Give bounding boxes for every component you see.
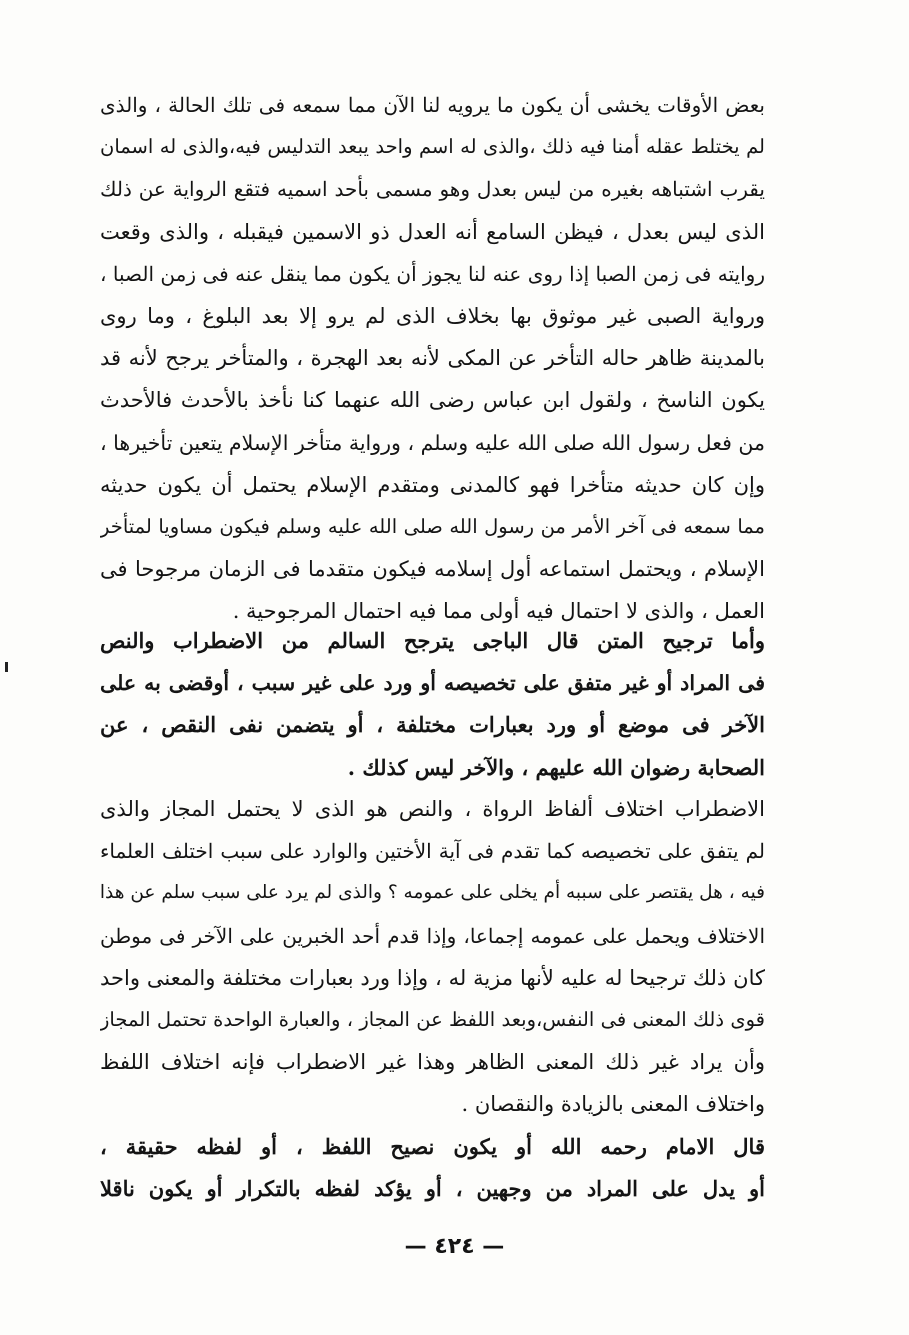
text-line: من فعل رسول الله صلى الله عليه وسلم ، ورواية متأخر الإسلام يتعين تأخيرها ، [100,430,765,455]
text-line: الاضطراب اختلاف ألفاظ الرواة ، والنص هو الذى لا يحتمل المجاز والذى [100,797,765,821]
paragraph-commentary [100,788,765,1126]
text-line: قال الامام رحمه الله أو يكون نصيح اللفظ ، أو لفظه حقيقة ، [100,1134,765,1159]
text-line: الآخر فى موضع أو ورد بعبارات مختلفة ، أو يتضمن نفى النقص ، عن [100,712,765,738]
text-line: الذى ليس بعدل ، فيظن السامع أنه العدل ذو الاسمين فيقبله ، والذى وقعت [100,219,765,244]
margin-mark [5,662,8,672]
text-line: قوى ذلك المعنى فى النفس،وبعد اللفظ عن المجاز ، والعبارة الواحدة تحتمل المجاز [100,1007,765,1031]
text-line: فى المراد أو غير متفق على تخصيصه أو ورد على غير سبب ، أوقضى به على [100,671,765,696]
paragraph-matn-preference [100,620,765,789]
text-line: وأن يراد غير ذلك المعنى الظاهر وهذا غير الاضطراب فإنه اختلاف اللفظ [100,1050,765,1075]
text-line: لم يختلط عقله أمنا فيه ذلك ،والذى له اسم واحد يبعد التدليس فيه،والذى له اسمان [100,135,765,159]
text-line: فيه ، هل يقتصر على سببه أم يخلى على عمومه ؟ والذى لم يرد على سبب سلم عن هذا [100,882,765,904]
paragraph-narrator-preferences [100,84,765,632]
text-line: ورواية الصبى غير موثوق بها بخلاف الذى لم يرو إلا بعد البلوغ ، وما روى [100,303,765,328]
text-line: أو يدل على المراد من وجهين ، أو يؤكد لفظه بالتكرار أو يكون ناقلا [100,1176,765,1202]
text-line: بعض الأوقات يخشى أن يكون ما يرويه لنا الآن مما سمعه فى تلك الحالة ، والذى [100,93,765,117]
text-line: كان ذلك ترجيحا له عليه لأنها مزية له ، وإذا ورد بعبارات مختلفة والمعنى واحد [100,965,765,990]
text-line: الإسلام ، ويحتمل استماعه أول إسلامه فيكون متقدما فى الزمان مرجوحا فى [100,557,765,582]
text-line: وأما ترجيح المتن قال الباجى يترجح السالم من الاضطراب والنص [100,628,765,653]
text-line: بالمدينة ظاهر حاله التأخر عن المكى لأنه بعد الهجرة ، والمتأخر يرجح لأنه قد [100,346,765,371]
text-line: مما سمعه فى آخر الأمر من رسول الله صلى الله عليه وسلم فيكون مساويا لمتأخر [100,514,765,538]
text-line: يقرب اشتباهه بغيره من ليس بعدل وهو مسمى بأحد اسميه فتقع الرواية عن ذلك [100,177,765,202]
paragraph-imam-statement [100,1126,765,1210]
text-line: العمل ، والذى لا احتمال فيه أولى مما فيه احتمال المرجوحية . [232,599,765,624]
text-line: واختلاف المعنى بالزيادة والنقصان . [461,1092,765,1117]
page-number: — ٤٢٤ — [404,1234,505,1259]
text-line: روايته فى زمن الصبا إذا روى عنه لنا يجوز أن يكون مما ينقل عنه فى زمن الصبا ، [100,261,765,286]
text-line: الاختلاف ويحمل على عمومه إجماعا، وإذا قدم أحد الخبرين على الآخر فى موطن [100,923,765,948]
text-line: الصحابة رضوان الله عليهم ، والآخر ليس كذلك . [347,754,765,780]
text-line: يكون الناسخ ، ولقول ابن عباس رضى الله عنهما كنا نأخذ بالأحدث فالأحدث [100,388,765,413]
text-line: لم يتفق على تخصيصه كما تقدم فى آية الأختين والوارد على سبب اختلف العلماء [100,839,765,864]
text-line: وإن كان حديثه متأخرا فهو كالمدنى ومتقدم الإسلام يحتمل أن يكون حديثه [100,472,765,497]
